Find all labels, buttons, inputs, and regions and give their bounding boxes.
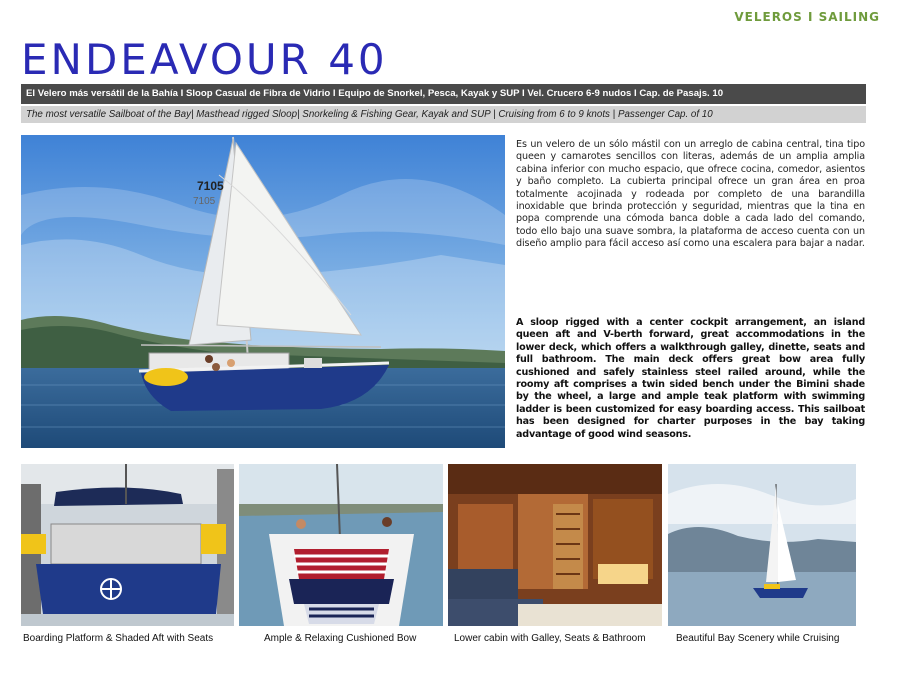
section-tag: VELEROS I SAILING bbox=[734, 10, 880, 24]
gallery-photo-cushioned-bow bbox=[239, 464, 443, 626]
gallery-caption-2: Ample & Relaxing Cushioned Bow bbox=[264, 633, 417, 644]
subtitle-spanish-bar: El Velero más versátil de la Bahía I Sloop Casual de Fibra de Vidrio I Equipo de Snorkel, Pesca, Kayak y SUP I Vel. Crucero 6-9 nudos I Cap. de Pasajs. 10 bbox=[21, 84, 866, 104]
page-title: ENDEAVOUR 40 bbox=[21, 35, 388, 84]
description-spanish: Es un velero de un sólo mástil con un arreglo de cabina central, tina tipo queen y camarotes sencillos con literas, además de un amplia amplia cabina inferior con mucho espacio, que ofrece cocina, comedor, asientos y baño completo. La cubierta principal ofrece un gran área en proa totalmente acojinada y rodeada por completo de una barandilla inoxidable que brinda protección y seguridad, mientras que la tina en popa comprende una cómoda banca doble a cada lado del comando, todo ello bajo una suave sombra, la plataforma de acceso cuenta con un diseño amplio para fácil acceso así como una escalera para bajar a nadar. bbox=[516, 139, 865, 250]
gallery-photo-lower-cabin bbox=[448, 464, 662, 626]
gallery-caption-4: Beautiful Bay Scenery while Cruising bbox=[676, 633, 840, 644]
hero-sailboat-photo bbox=[21, 135, 505, 448]
subtitle-english-bar: The most versatile Sailboat of the Bay| Masthead rigged Sloop| Snorkeling & Fishing Gear, Kayak and SUP | Cruising from 6 to 9 knots | Passenger Cap. of 10 bbox=[21, 106, 866, 123]
gallery-caption-3: Lower cabin with Galley, Seats & Bathroom bbox=[454, 633, 646, 644]
description-english: A sloop rigged with a center cockpit arrangement, an island queen aft and V-berth forward, great accommodations in the lower deck, which offers a walkthrough galley, dinette, seats and full bathroom. The main deck offers great bow area fully cushioned and safely stainless steel railed around, while the roomy aft comprises a twin sided bench under the Bimini shade by the wheel, a large and ample teak platform with swimming ladder is been customized for easy boarding access. This sailboat has been designed for charter purposes in the bay taking advantage of good wind seasons. bbox=[516, 317, 865, 440]
sail-number-1: 7105 bbox=[197, 179, 224, 193]
gallery-photo-bay-scenery bbox=[668, 464, 856, 626]
sail-number-2: 7105 bbox=[193, 196, 216, 207]
gallery-caption-1: Boarding Platform & Shaded Aft with Seats bbox=[23, 633, 214, 644]
gallery-photo-boarding-platform bbox=[21, 464, 234, 626]
